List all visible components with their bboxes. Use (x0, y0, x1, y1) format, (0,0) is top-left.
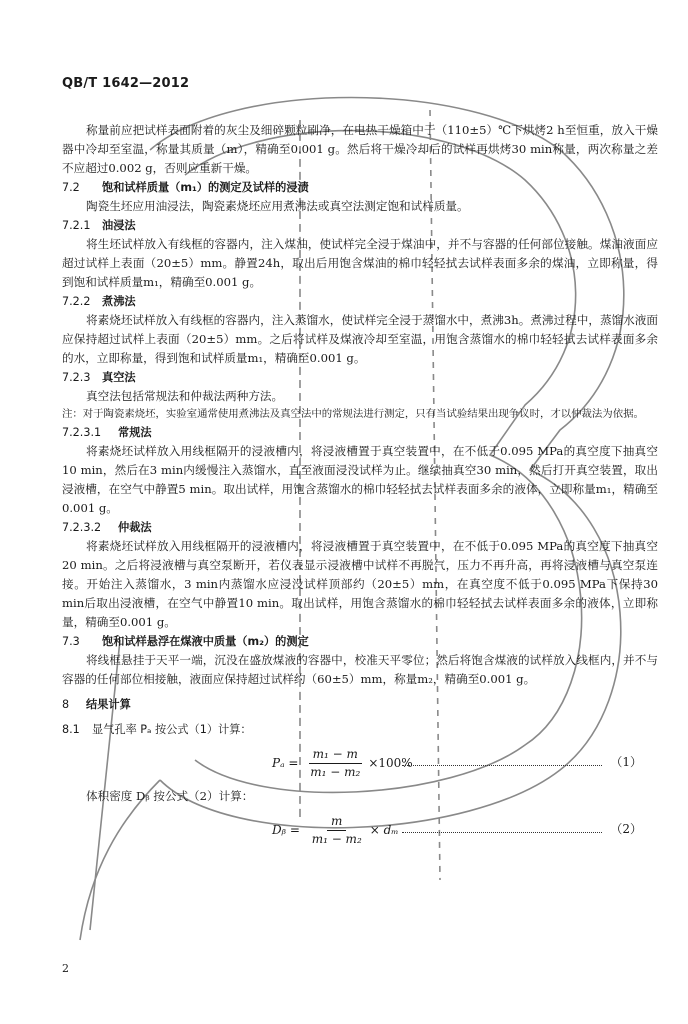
section-8-heading (62, 695, 658, 714)
paragraph-weighing: 称量前应把试样表面附着的灰尘及细碎颗粒刷净，在电热干燥箱中于（110±5）℃下烘烤2 h至恒重，放入干燥器中冷却至室温，称量其质量（m），精确至0.001 g。然后将干燥冷却后的试样再烘烤30 min称量，两次称量之差不应超过0.002 g，否则应重新干燥。 (62, 123, 658, 175)
paragraph-7-2-3-2: 将素烧坯试样放入用线框隔开的浸液槽内，将浸液槽置于真空装置中，在不低于0.095 MPa的真空度下抽真空20 min。之后将浸液槽与真空泵断开，若仪表显示浸液槽中试样不再脱气，压力不再升高，再将浸液槽与真空泵连接。开始注入蒸馏水，3 min内蒸馏水应浸没试样顶部约（20±5）mm，在真空度不低于0.095 MPa下保持30 min后取出浸液槽，在空气中静置10 min。取出试样，用饱含蒸馏水的棉巾轻轻拭去试样表面多余的液体，立即称量，精确至0.001 g。 (62, 539, 658, 629)
section-number: 7.2.2 (62, 295, 91, 308)
section-number: 7.2.3.2 (62, 521, 102, 534)
formula-tail: × dₘ (369, 822, 399, 837)
section-title: 仲裁法 (118, 521, 152, 534)
page-number: 2 (62, 962, 69, 975)
paragraph-7-2-3-1: 将素烧坯试样放入用线框隔开的浸液槽内，将浸液槽置于真空装置中，在不低于0.095 MPa的真空度下抽真空10 min，然后在3 min内缓慢注入蒸馏水，直至液面浸没试样为止。继续抽真空30 min，然后打开真空装置，取出浸液槽，在空气中静置5 min。取出试样，用饱含蒸馏水的棉巾轻轻拭去试样表面多余的液体，立即称量m₁，精确至0.001 g。 (62, 444, 658, 515)
section-number: 7.2.3.1 (62, 426, 102, 439)
section-title: 油浸法 (102, 219, 136, 232)
section-7-2-1-heading (62, 216, 658, 235)
formula-lhs: Dᵦ (272, 822, 286, 837)
paragraph-7-2-3: 真空法包括常规法和仲裁法两种方法。 (86, 389, 284, 403)
formula-denominator: m₁ − m₂ (310, 764, 361, 779)
paragraph-7-2-1: 将生坯试样放入有线框的容器内，注入煤油，使试样完全浸于煤油中，并不与容器的任何部位接触。煤油液面应超过试样上表面（20±5）mm。静置24h，取出后用饱含煤油的棉巾轻轻拭去试样表面多余的煤油，立即称量，得到饱和试样质量m₁，精确至0.001 g。 (62, 237, 658, 289)
note: 注：对于陶瓷素烧坯，实验室通常使用煮沸法及真空法中的常规法进行测定，只有当试验结果出现争议时，才以仲裁法为依据。 (62, 408, 644, 420)
formula-denominator: m₁ − m₂ (311, 831, 362, 846)
section-7-2-2-heading (62, 292, 658, 311)
section-title: 饱和试样质量（m₁）的测定及试样的浸渍 (102, 181, 309, 194)
section-title: 煮沸法 (102, 295, 136, 308)
section-7-2-3-2-heading (62, 518, 658, 537)
section-number: 8 (62, 698, 70, 711)
leader-dots (402, 822, 602, 833)
paragraph-bulk-density: 体积密度 Dᵦ 按公式（2）计算： (86, 789, 254, 803)
section-number: 7.2 (62, 181, 80, 194)
section-number: 8.1 (62, 723, 80, 736)
formula-numerator: m₁ − m (309, 746, 362, 764)
section-text: 显气孔率 Pₐ 按公式（1）计算： (92, 723, 252, 736)
section-title: 饱和试样悬浮在煤液中质量（m₂）的测定 (102, 635, 309, 648)
section-title: 真空法 (102, 371, 136, 384)
section-7-2-heading (62, 178, 658, 197)
formula-tail: ×100% (368, 755, 413, 770)
section-7-2-3-heading (62, 368, 658, 387)
document-body (62, 121, 658, 854)
leader-dots (402, 755, 602, 766)
formula-numerator: m (327, 813, 346, 831)
paragraph-7-2-2: 将素烧坯试样放入有线框的容器内，注入蒸馏水，使试样完全浸于蒸馏水中，煮沸3h。煮沸过程中，蒸馏水液面应保持超过试样上表面（20±5）mm。之后将试样及煤液冷却至室温，用饱含蒸馏水的棉巾轻轻拭去试样表面多余的水，立即称量，得到饱和试样质量m₁，精确至0.001 g。 (62, 313, 658, 365)
section-7-2-3-1-heading (62, 423, 658, 442)
section-number: 7.2.1 (62, 219, 91, 232)
formula-fraction (308, 813, 366, 848)
section-number: 7.2.3 (62, 371, 91, 384)
section-8-1-heading (62, 720, 658, 739)
formula-1: Pₐ = $\frac{\text{m₁ − m}}{\text{m₁ − m₂}}$ ×100% （1） (272, 746, 642, 779)
equation-number: （1） (610, 755, 642, 769)
section-title: 结果计算 (86, 698, 131, 711)
equation-number: （2） (610, 822, 642, 836)
paragraph-7-3: 将线框悬挂于天平一端，沉没在盛放煤液的容器中，校准天平零位；然后将饱含煤液的试样放入线框内，并不与容器的任何部位相接触，液面应保持超过试样约（60±5）mm，称量m₂，精确至0.001 g。 (62, 653, 658, 686)
section-title: 常规法 (118, 426, 152, 439)
standard-code: QB/T 1642—2012 (62, 76, 190, 91)
section-7-3-heading (62, 632, 658, 651)
section-number: 7.3 (62, 635, 80, 648)
formula-lhs: Pₐ (272, 755, 285, 770)
paragraph-7-2: 陶瓷生坯应用油浸法，陶瓷素烧坯应用煮沸法或真空法测定饱和试样质量。 (86, 199, 469, 213)
formula-2: Dᵦ = $\frac{m}{\text{m₁ − m₂}}$ × dₘ （2） (272, 813, 642, 846)
formula-fraction (306, 746, 364, 781)
